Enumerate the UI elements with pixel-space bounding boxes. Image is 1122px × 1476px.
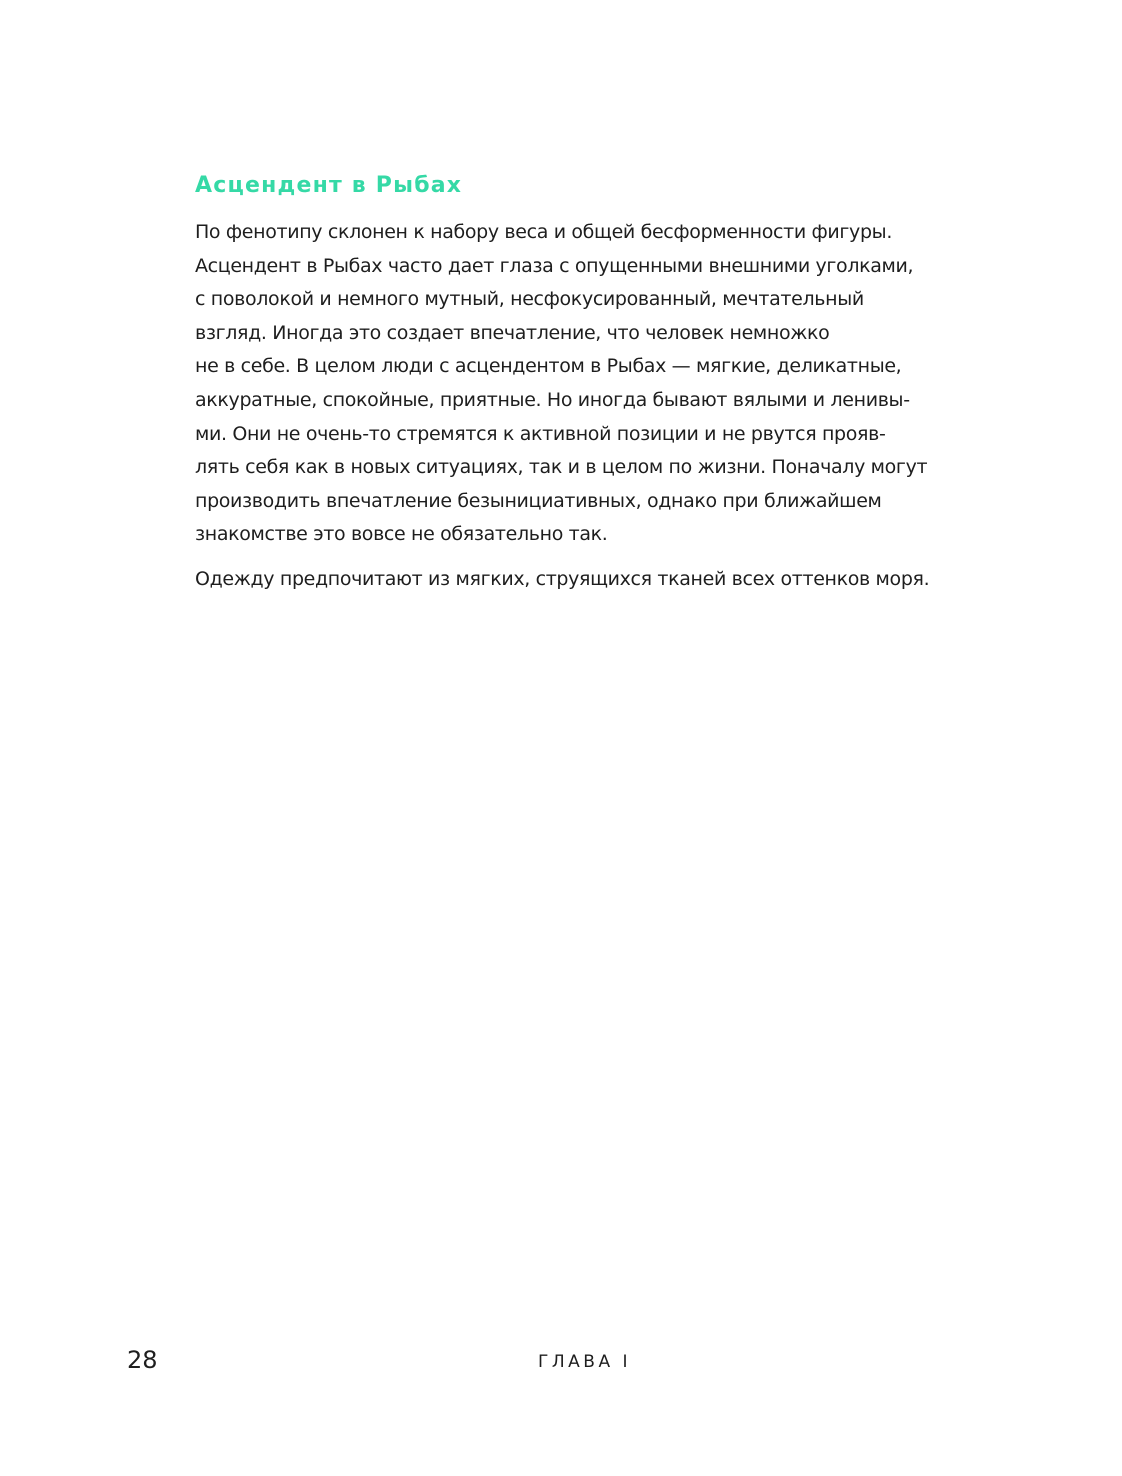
paragraph-line: Одежду предпочитают из мягких, струящихся тканей всех оттенков моря. xyxy=(195,567,930,590)
section-heading: Асцендент в Рыбах xyxy=(195,173,463,198)
paragraph-line: ми. Они не очень-то стремятся к активной позиции и не рвутся прояв- xyxy=(195,422,886,445)
paragraph-line: взгляд. Иногда это создает впечатление, что человек немножко xyxy=(195,321,830,344)
page-number: 28 xyxy=(127,1346,158,1374)
body-text xyxy=(195,216,995,597)
paragraph-line: лять себя как в новых ситуациях, так и в целом по жизни. Поначалу могут xyxy=(195,456,928,479)
paragraph-line: знакомстве это вовсе не обязательно так. xyxy=(195,523,608,546)
paragraph-line: Асцендент в Рыбах часто дает глаза с опущенными внешними уголками, xyxy=(195,254,914,277)
paragraph-line: с поволокой и немного мутный, несфокусированный, мечтательный xyxy=(195,288,864,311)
paragraph-1 xyxy=(195,216,995,552)
paragraph-line: По фенотипу склонен к набору веса и общей бесформенности фигуры. xyxy=(195,221,893,243)
running-head: ГЛАВА I xyxy=(538,1352,631,1372)
paragraph-line: производить впечатление безынициативных, однако при ближайшем xyxy=(195,489,882,512)
paragraph-line: не в себе. В целом люди с асцендентом в Рыбах — мягкие, деликатные, xyxy=(195,355,902,378)
paragraph-line: аккуратные, спокойные, приятные. Но иногда бывают вялыми и ленивы- xyxy=(195,388,910,411)
paragraph-2 xyxy=(195,563,995,597)
paragraph-spacer xyxy=(195,552,995,563)
